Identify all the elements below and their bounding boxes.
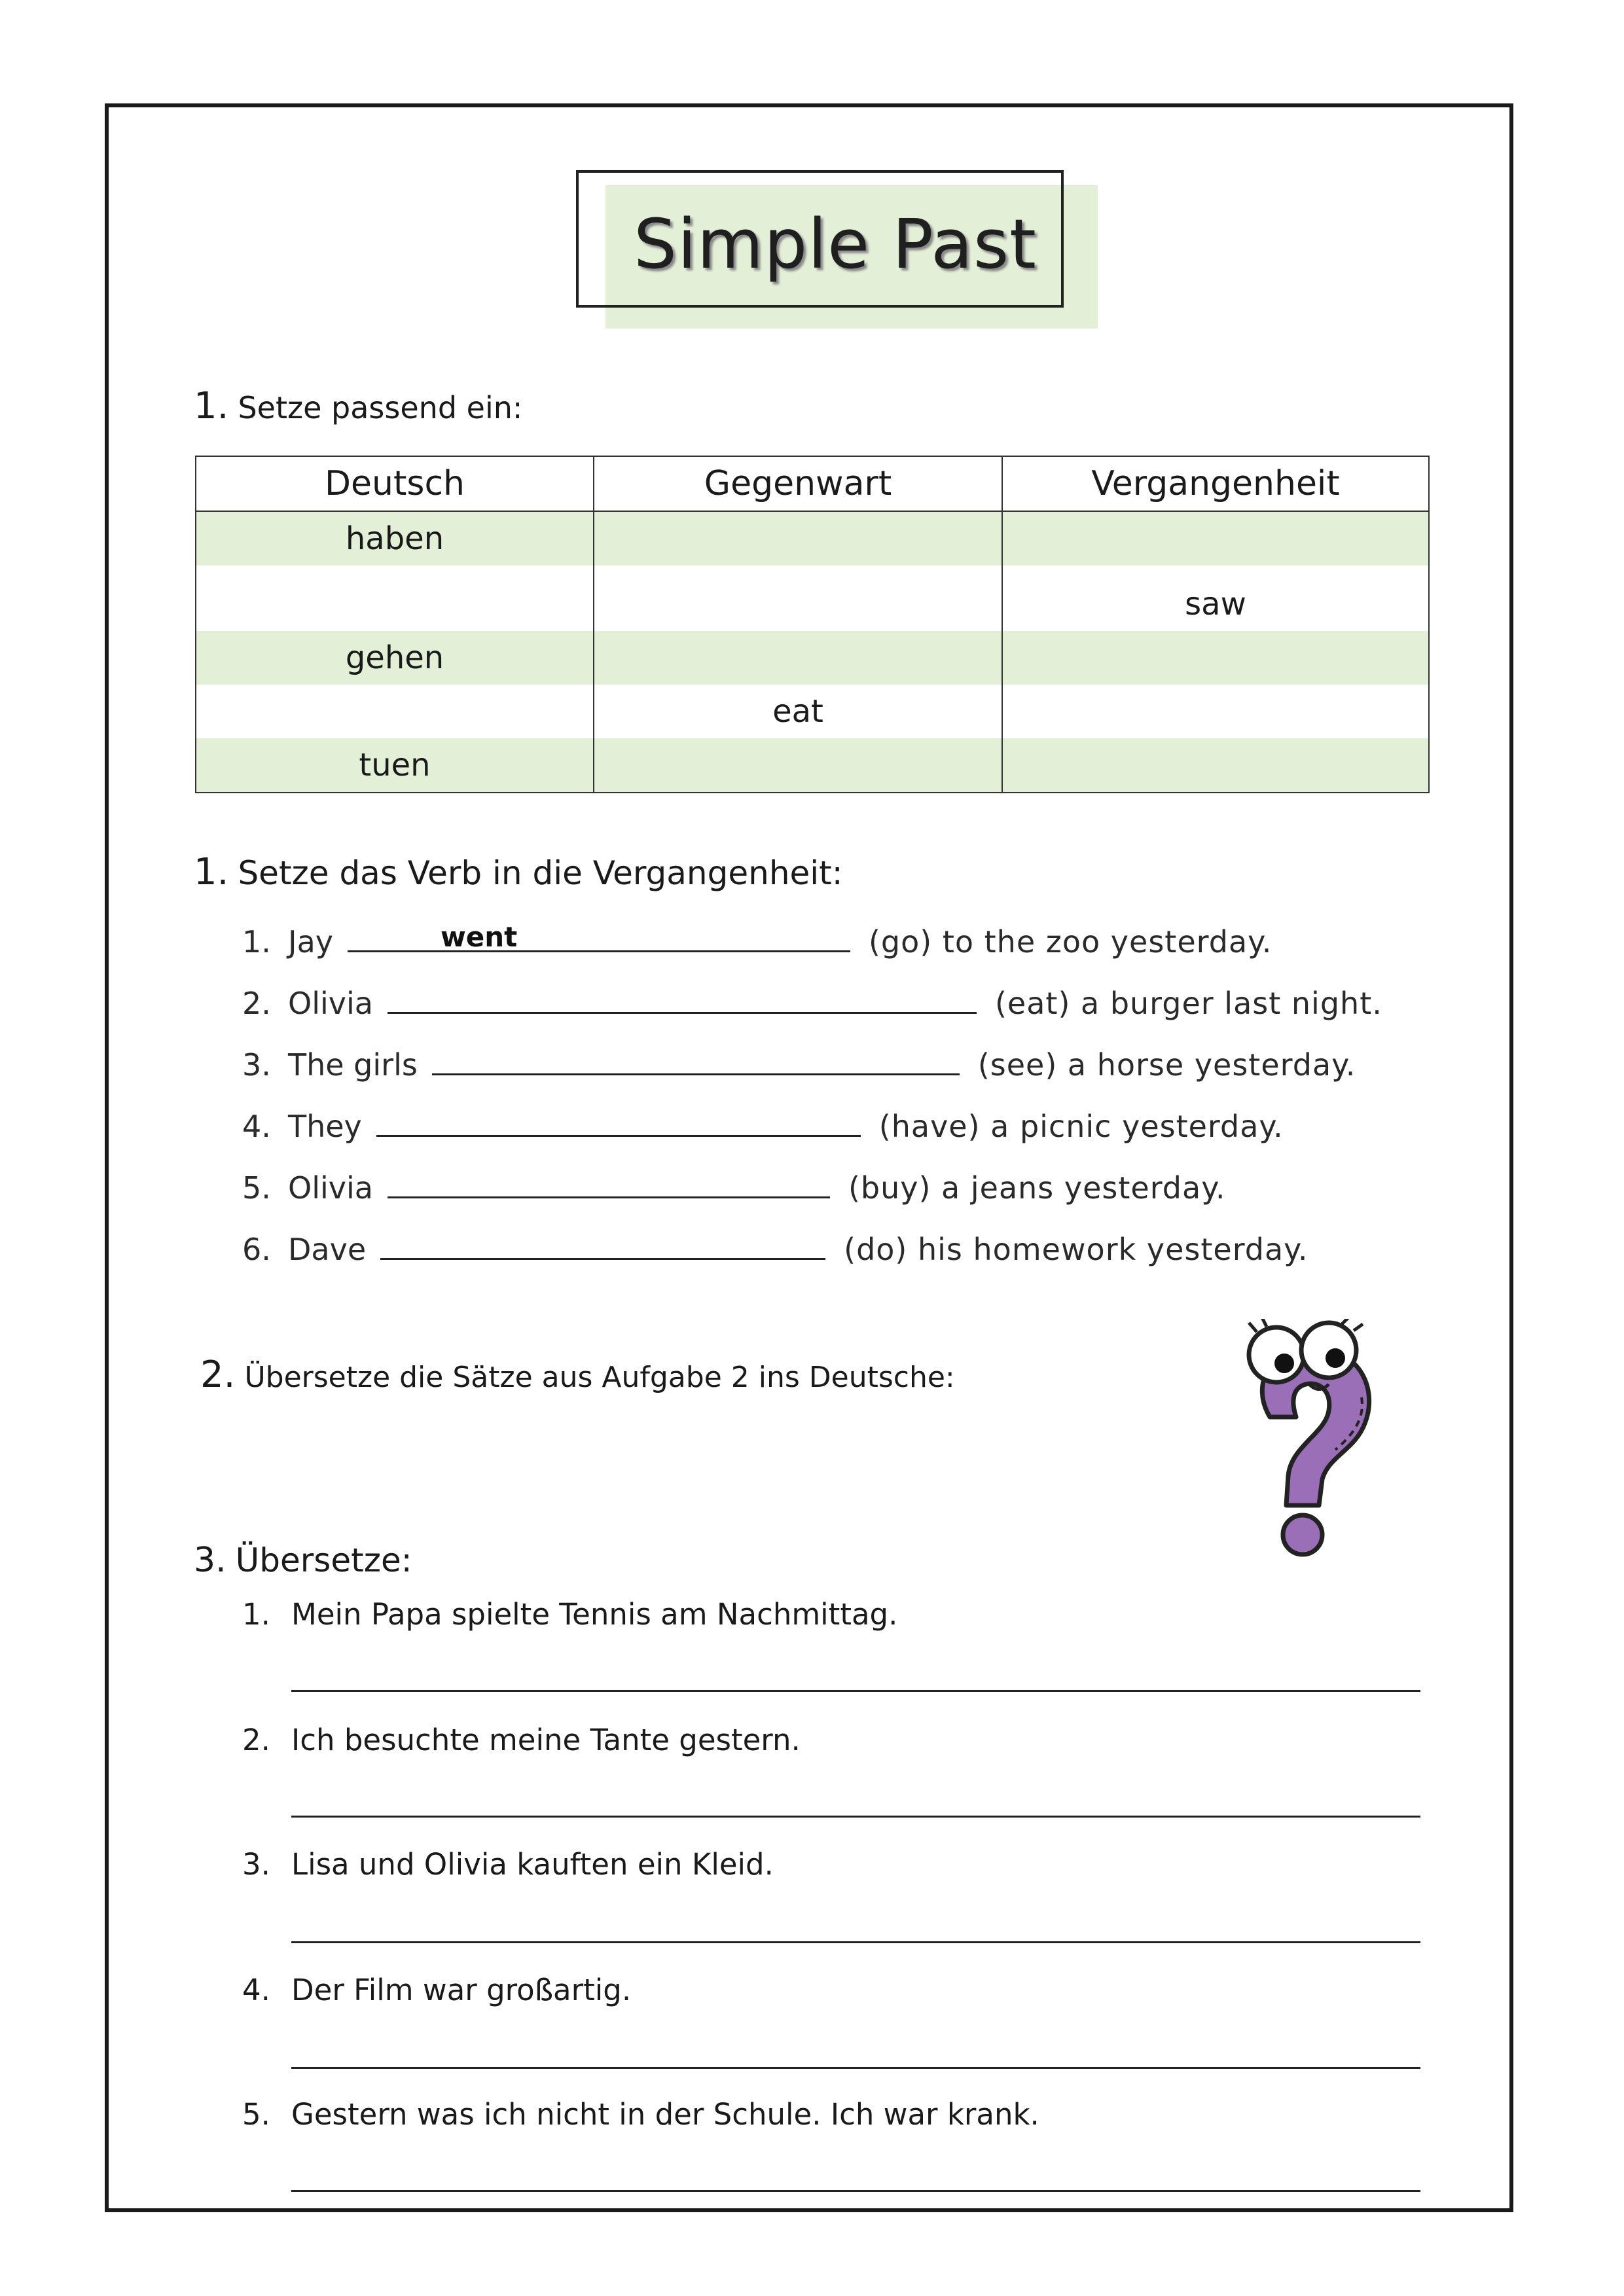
item-rest: (buy) a jeans yesterday. [848,1170,1226,1206]
item-rest: (go) to the zoo yesterday. [868,924,1272,960]
task1-number: 1. [194,385,229,427]
task4-heading [194,1541,412,1580]
exercise-item [242,1045,1356,1083]
writing-line[interactable] [291,2190,1420,2192]
item-number: 1. [242,924,271,960]
answer-blank[interactable] [388,1168,830,1198]
question-mark-character-icon [1231,1319,1388,1568]
translation-sentence [242,1847,774,1882]
table-cell[interactable] [594,511,1002,565]
exercise-item [242,983,1382,1021]
answer-blank[interactable] [380,1229,825,1260]
item-subject: Dave [288,1232,367,1267]
task3-heading [200,1354,955,1396]
translation-sentence [242,1723,801,1757]
task3-heading-text: Übersetze die Sätze aus Aufgabe 2 ins Deutsche: [244,1361,955,1394]
writing-line[interactable] [291,2067,1420,2069]
item-subject: Jay [288,924,333,960]
table-cell[interactable] [1002,685,1429,738]
sentence-number: 3. [242,1847,270,1882]
task2-number: 1. [194,851,229,893]
translation-sentence [242,2097,1039,2132]
writing-line[interactable] [291,1690,1420,1692]
sentence-number: 4. [242,1973,270,2007]
task4-number: 3. [194,1541,226,1580]
table-row [196,738,1429,793]
table-cell[interactable]: tuen [196,738,594,793]
item-number: 5. [242,1170,271,1206]
table-row [196,685,1429,738]
item-number: 3. [242,1047,271,1083]
task2-heading [194,851,843,893]
exercise-item [242,1229,1308,1267]
column-header-deutsch: Deutsch [196,456,594,511]
task3-number: 2. [200,1354,236,1396]
task1-heading [194,385,522,427]
table-cell[interactable] [594,631,1002,685]
item-rest: (eat) a burger last night. [994,986,1382,1021]
item-subject: Olivia [288,986,373,1021]
answer-blank[interactable] [432,1045,960,1075]
answer-blank[interactable] [348,922,850,952]
table-cell[interactable] [1002,738,1429,793]
exercise-item [242,1168,1226,1206]
item-rest: (do) his homework yesterday. [844,1232,1308,1267]
table-cell[interactable] [594,738,1002,793]
item-rest: (have) a picnic yesterday. [878,1109,1284,1144]
table-cell[interactable]: eat [594,685,1002,738]
item-rest: (see) a horse yesterday. [977,1047,1356,1083]
column-header-gegenwart: Gegenwart [594,456,1002,511]
item-subject: They [288,1109,362,1144]
table-cell[interactable] [196,685,594,738]
table-cell[interactable]: gehen [196,631,594,685]
answer-text: went [440,921,518,953]
table-cell[interactable]: saw [1002,565,1429,631]
item-subject: The girls [288,1047,418,1083]
sentence-number: 2. [242,1723,270,1757]
table-cell[interactable]: haben [196,511,594,565]
translation-sentence [242,1597,897,1632]
item-number: 4. [242,1109,271,1144]
writing-line[interactable] [291,1941,1420,1943]
column-header-vergangenheit: Vergangenheit [1002,456,1429,511]
translation-sentence [242,1973,631,2007]
table-cell[interactable] [196,565,594,631]
table-row [196,565,1429,631]
table-row [196,631,1429,685]
writing-line[interactable] [291,1816,1420,1818]
table-cell[interactable] [594,565,1002,631]
task4-heading-text: Übersetze: [235,1541,412,1579]
sentence-number: 5. [242,2097,270,2132]
item-number: 2. [242,986,271,1021]
table-cell[interactable] [1002,631,1429,685]
exercise-item [242,1106,1284,1144]
sentence-text: Lisa und Olivia kauften ein Kleid. [291,1847,774,1882]
table-row [196,511,1429,565]
item-subject: Olivia [288,1170,373,1206]
sentence-text: Mein Papa spielte Tennis am Nachmittag. [291,1597,898,1632]
answer-blank[interactable] [388,983,977,1014]
verb-table [195,456,1430,793]
exercise-item [242,922,1272,960]
table-cell[interactable] [1002,511,1429,565]
item-number: 6. [242,1232,271,1267]
sentence-text: Ich besuchte meine Tante gestern. [291,1723,801,1757]
sentence-text: Der Film war großartig. [291,1973,632,2007]
sentence-text: Gestern was ich nicht in der Schule. Ich war krank. [291,2097,1039,2132]
task1-heading-text: Setze passend ein: [238,390,523,425]
sentence-number: 1. [242,1597,270,1632]
answer-blank[interactable] [376,1106,861,1137]
page-title: Simple Past [634,204,1037,284]
task2-heading-text: Setze das Verb in die Vergangenheit: [238,854,843,892]
